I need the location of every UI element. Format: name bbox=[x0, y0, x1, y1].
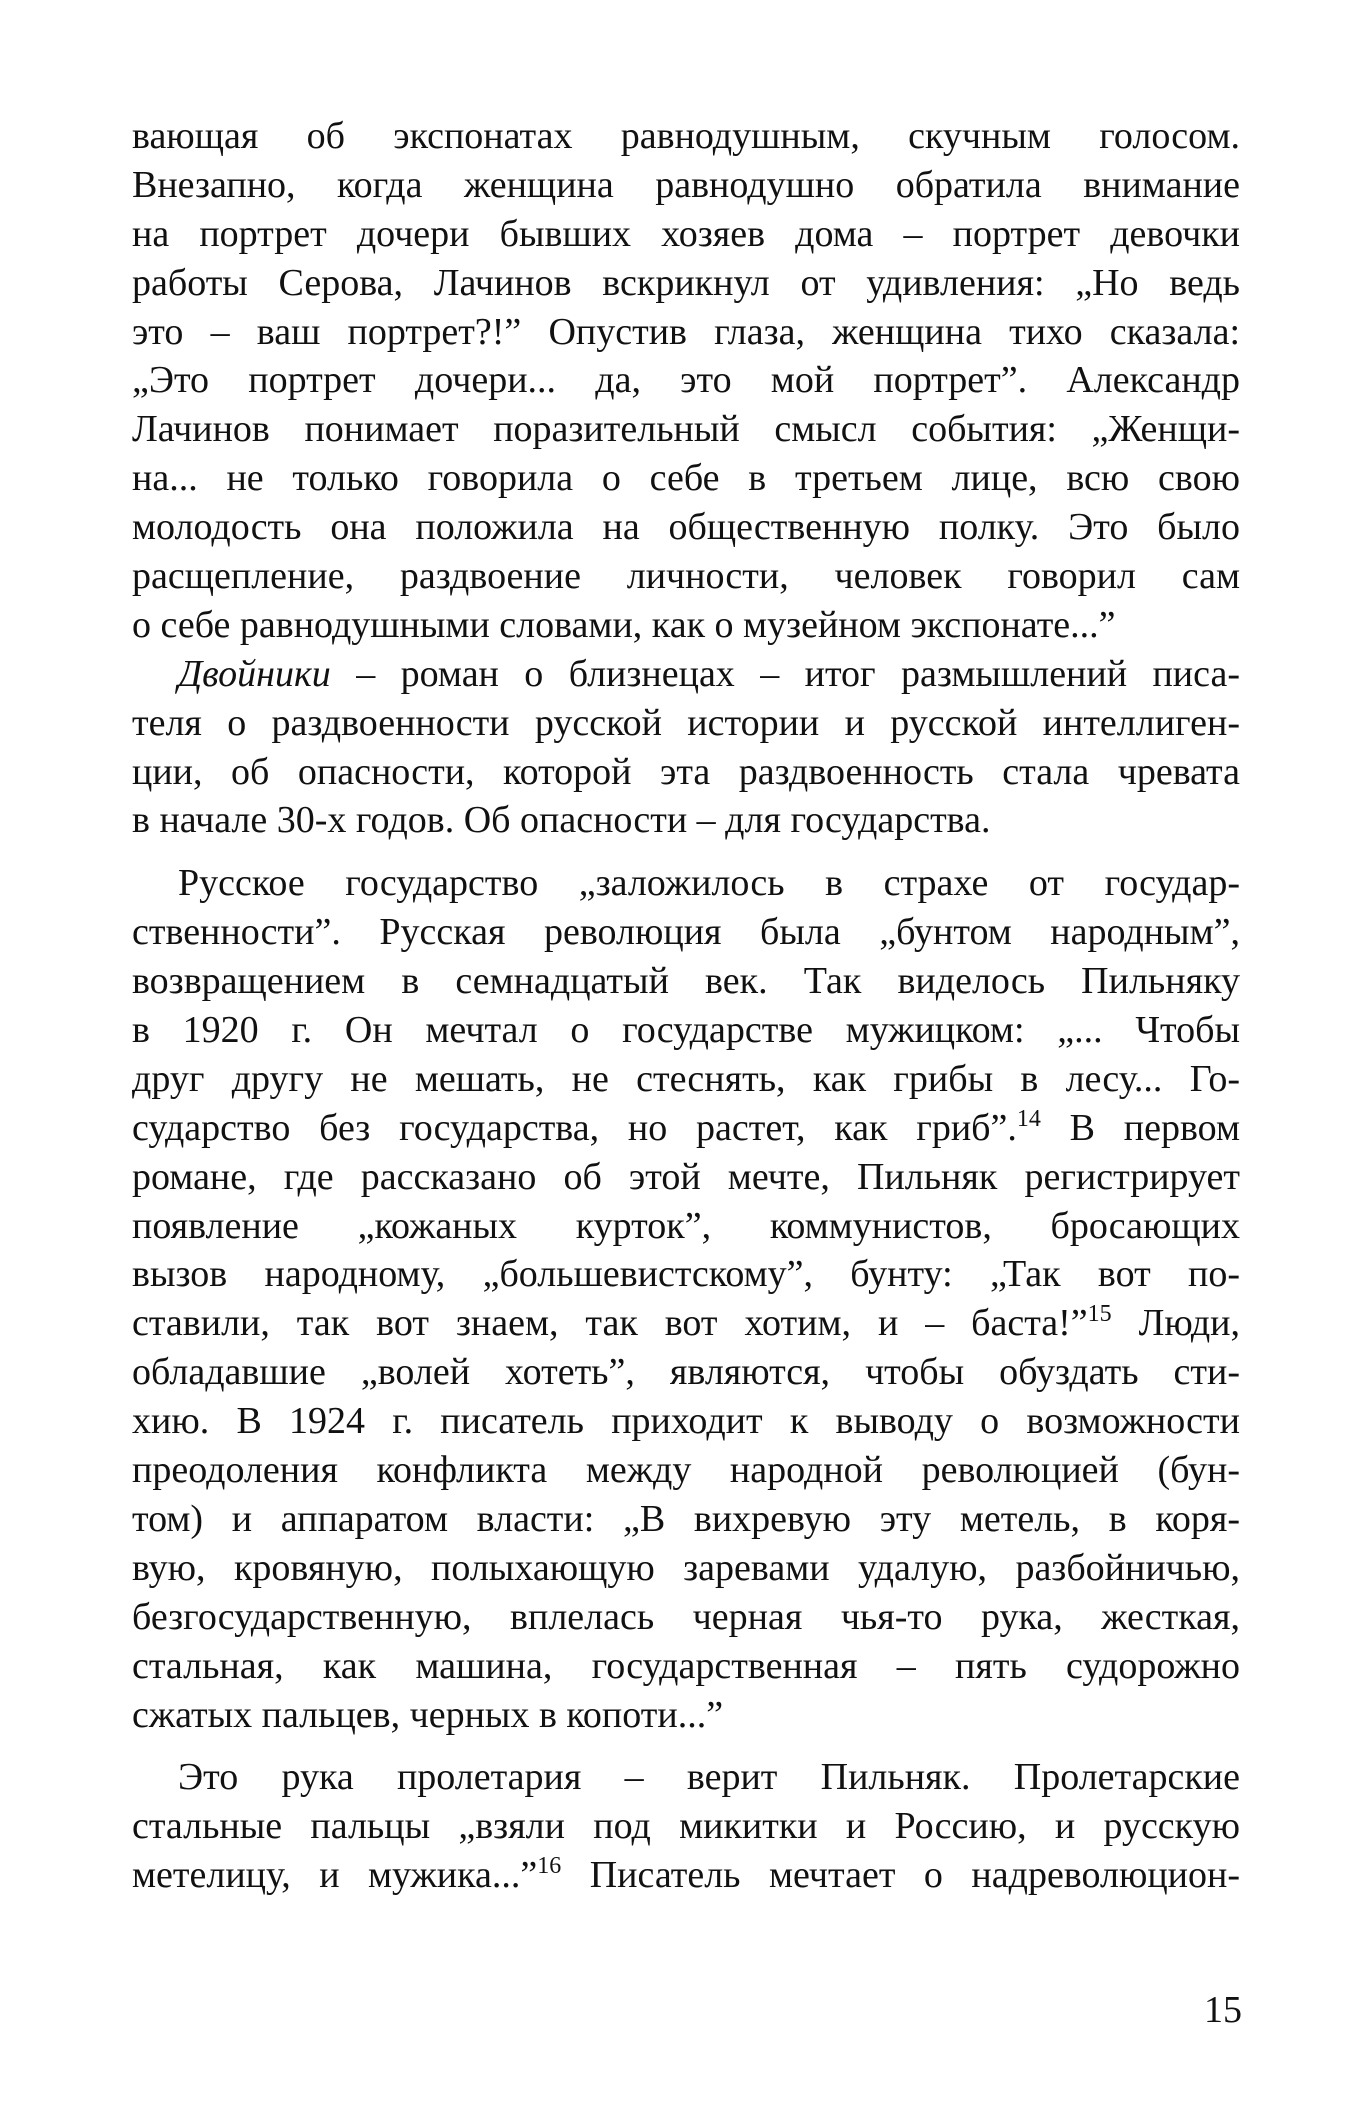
paragraph-gap bbox=[132, 1739, 1240, 1753]
paragraph-4 bbox=[132, 1753, 1240, 1900]
text-line: романе, где рассказано об этой мечте, Пильняк регистрирует bbox=[132, 1155, 1240, 1198]
text-line: хию. В 1924 г. писатель приходит к выводу о возможности bbox=[132, 1400, 1240, 1443]
text-line: расщепление, раздвоение личности, человек говорил сам bbox=[132, 555, 1240, 598]
text-line: стальные пальцы „взяли под микитки и Россию, и русскую bbox=[132, 1805, 1240, 1848]
text-line bbox=[132, 650, 1240, 699]
text-line bbox=[132, 1851, 1240, 1900]
text-line: Лачинов понимает поразительный смысл события: „Женщи- bbox=[132, 408, 1240, 451]
text-line: Внезапно, когда женщина равнодушно обратила внимание bbox=[132, 163, 1240, 206]
paragraph-gap bbox=[132, 845, 1240, 859]
text-line: друг другу не мешать, не стеснять, как грибы в лесу... Го- bbox=[132, 1057, 1240, 1100]
text-run: ставили, так вот знаем, так вот хотим, и – баста!” bbox=[132, 1302, 1088, 1345]
text-line: ции, об опасности, которой эта раздвоенность стала чревата bbox=[132, 750, 1240, 793]
text-line: стальная, как машина, государственная – пять судорожно bbox=[132, 1644, 1240, 1687]
paragraph-2 bbox=[132, 650, 1240, 846]
text-line: сжатых пальцев, черных в копоти...” bbox=[132, 1693, 724, 1736]
text-line: в 1920 г. Он мечтал о государстве мужицком: „... Чтобы bbox=[132, 1009, 1240, 1052]
text-line: это – ваш портрет?!” Опустив глаза, женщина тихо сказала: bbox=[132, 310, 1240, 353]
footnote-marker: 16 bbox=[537, 1853, 562, 1880]
text-line: ственности”. Русская революция была „бунтом народным”, bbox=[132, 911, 1240, 954]
text-line: теля о раздвоенности русской истории и русской интеллиген- bbox=[132, 701, 1240, 744]
text-line: работы Серова, Лачинов вскрикнул от удивления: „Но ведь bbox=[132, 261, 1240, 304]
text-line: появление „кожаных курток”, коммунистов, бросающих bbox=[132, 1204, 1240, 1247]
footnote-marker: 14 bbox=[1016, 1105, 1041, 1132]
text-line: на портрет дочери бывших хозяев дома – портрет девочки bbox=[132, 212, 1240, 255]
text-line: вую, кровяную, полыхающую заревами удалую, разбойничью, bbox=[132, 1546, 1240, 1589]
text-line: вызов народному, „большевистскому”, бунту: „Так вот по- bbox=[132, 1253, 1240, 1296]
text-run: Люди, bbox=[1111, 1302, 1241, 1345]
text-run: Писатель мечтает о надреволюцион- bbox=[561, 1854, 1241, 1897]
text-line: Это рука пролетария – верит Пильняк. Пролетарские bbox=[178, 1756, 1240, 1799]
page-number: 15 bbox=[1204, 1989, 1242, 2031]
paragraph-3 bbox=[132, 859, 1240, 1739]
text-run: сударство без государства, но растет, как гриб”. bbox=[132, 1106, 1017, 1149]
text-line: обладавшие „волей хотеть”, являются, чтобы обуздать сти- bbox=[132, 1351, 1240, 1394]
text-line: о себе равнодушными словами, как о музейном экспонате...” bbox=[132, 603, 1116, 646]
text-line: возвращением в семнадцатый век. Так виделось Пильняку bbox=[132, 960, 1240, 1003]
footnote-marker: 15 bbox=[1087, 1301, 1112, 1328]
text-line: молодость она положила на общественную полку. Это было bbox=[132, 506, 1240, 549]
text-line: вающая об экспонатах равнодушным, скучным голосом. bbox=[132, 115, 1240, 157]
text-line: „Это портрет дочери... да, это мой портрет”. Александр bbox=[132, 359, 1240, 402]
text-line: том) и аппаратом власти: „В вихревую эту метель, в коря- bbox=[132, 1497, 1240, 1540]
paragraph-1 bbox=[132, 112, 1240, 650]
text-line: преодоления конфликта между народной революцией (бун- bbox=[132, 1449, 1240, 1492]
text-line bbox=[132, 1299, 1240, 1348]
text-line: в начале 30-х годов. Об опасности – для государства. bbox=[132, 799, 991, 842]
text-run: В первом bbox=[1040, 1106, 1240, 1149]
text-line: на... не только говорила о себе в третьем лице, всю свою bbox=[132, 457, 1240, 500]
text-line bbox=[132, 1104, 1240, 1153]
document-page bbox=[132, 112, 1240, 1900]
text-run: метелицу, и мужика...” bbox=[132, 1854, 538, 1897]
text-line: безгосударственную, вплелась черная чья-то рука, жесткая, bbox=[132, 1595, 1240, 1638]
book-title-italic: Двойники bbox=[178, 652, 331, 695]
text-run: – роман о близнецах – итог размышлений писа- bbox=[330, 652, 1240, 695]
text-line: Русское государство „заложилось в страхе от государ- bbox=[178, 862, 1240, 905]
